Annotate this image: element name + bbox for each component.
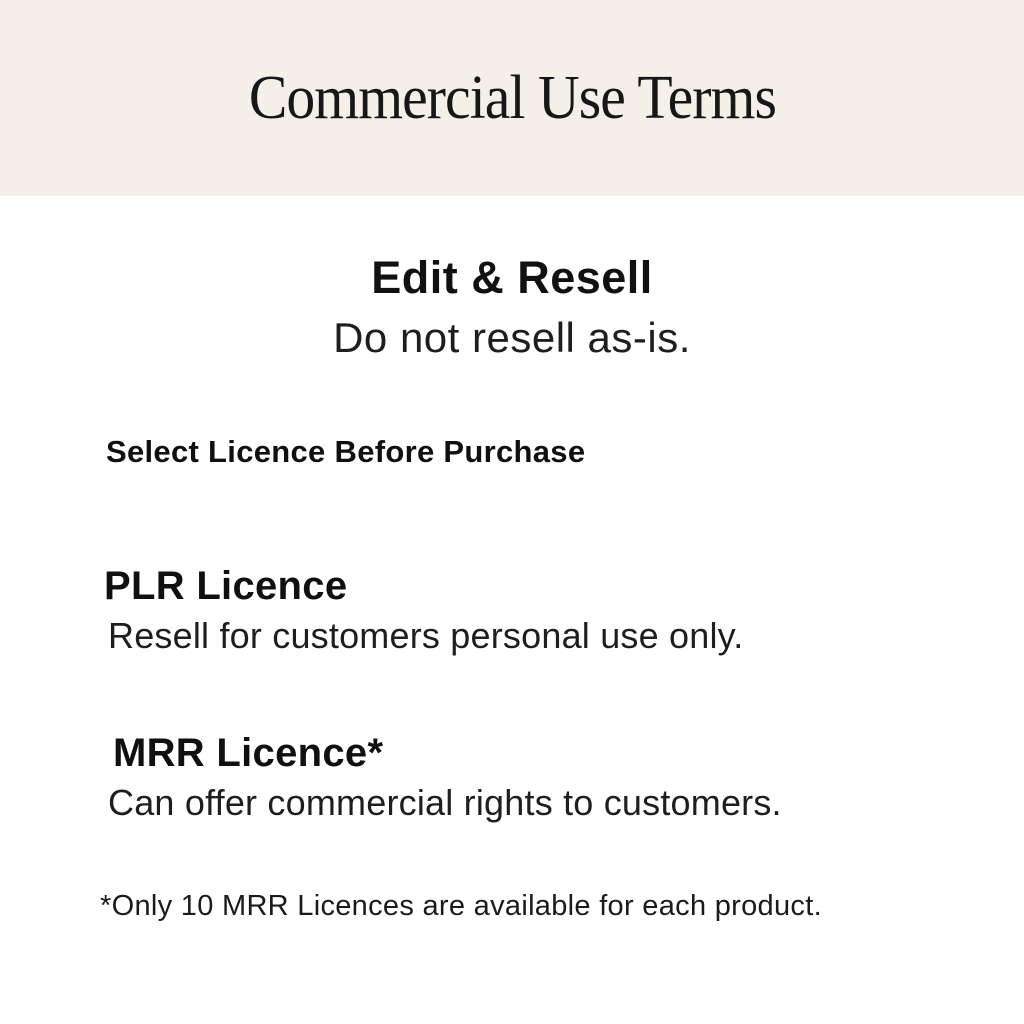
licence-description-mrr: Can offer commercial rights to customers. (108, 782, 782, 823)
header-band (0, 0, 1024, 196)
licence-description-plr: Resell for customers personal use only. (108, 615, 744, 656)
licence-item-plr (104, 564, 1024, 657)
headline-edit-resell: Edit & Resell (371, 252, 653, 303)
page-title: Commercial Use Terms (248, 63, 776, 132)
licence-name-mrr: MRR Licence* (113, 731, 384, 775)
headline-block (0, 252, 1024, 362)
footnote-mrr-availability: *Only 10 MRR Licences are available for each product. (100, 890, 822, 922)
main-content (0, 196, 1024, 1024)
licence-item-mrr (104, 731, 1024, 824)
licence-name-plr: PLR Licence (104, 564, 348, 608)
instruction-select-licence: Select Licence Before Purchase (106, 434, 586, 469)
subheadline-no-resell-as-is: Do not resell as-is. (333, 314, 691, 361)
